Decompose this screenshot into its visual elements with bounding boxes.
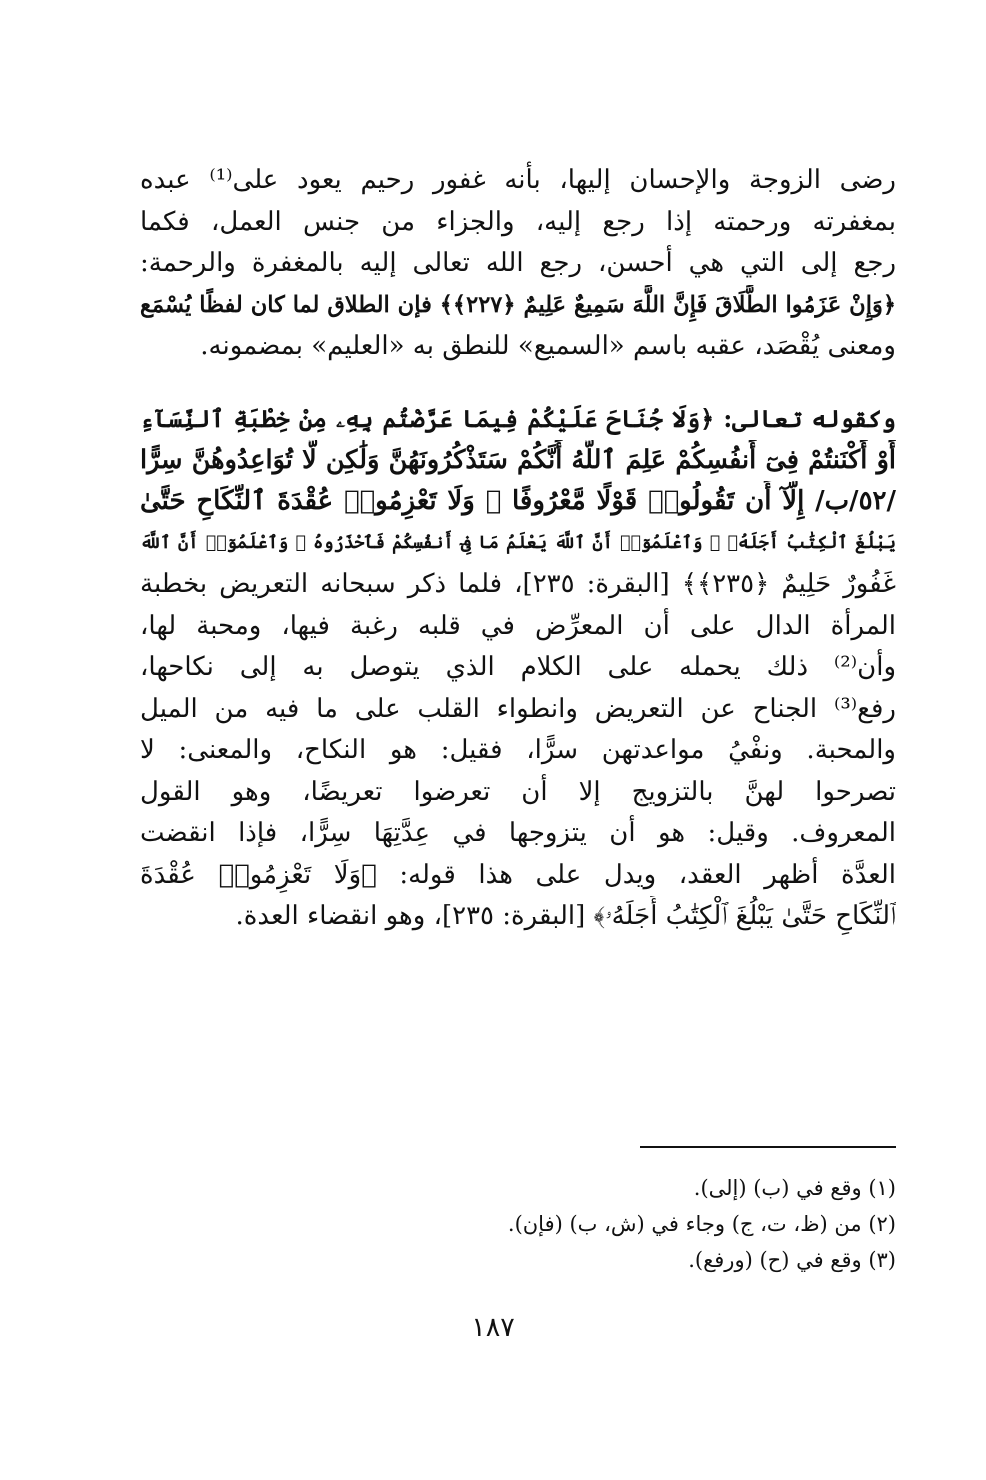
text-line: العدَّة أظهر العقد، ويدل على هذا قوله: ﴿وَلَا تَعْزِمُوا۟ عُقْدَةَ	[140, 859, 896, 890]
footnotes	[140, 1170, 896, 1278]
quran-verse-line: وكقوله تعالى: ﴿وَلَا جُنَاحَ عَلَيْكُمْ فِيمَا عَرَّضْتُم بِهِۦ مِنْ خِطْبَةِ ٱلنِّسَآءِ	[140, 404, 896, 433]
text-line: رجع إلى التي هي أحسن، رجع الله تعالى إليه بالمغفرة والرحمة:	[140, 248, 896, 278]
text-line: ٱلنِّكَاحِ حَتَّىٰ يَبْلُغَ ٱلْكِتَٰبُ أَجَلَهُۥ﴾ [البقرة: ٢٣٥]، وهو انقضاء العدة.	[235, 901, 896, 931]
page-number: ١٨٧	[471, 1312, 515, 1343]
quran-verse-line: ﴿وَإِنْ عَزَمُوا الطَّلَاقَ فَإِنَّ اللَّهَ سَمِيعٌ عَلِيمٌ ﴿٢٢٧﴾﴾ فإن الطلاق لما كان لفظًا يُسْمَع	[140, 291, 896, 318]
footnote-separator	[640, 1146, 896, 1148]
text-line: ومعنى يُقْصَد، عقبه باسم «السميع» للنطق به «العليم» بمضمونه.	[200, 331, 896, 361]
quran-verse-line: أَوْ أَكْنَنتُمْ فِىٓ أَنفُسِكُمْ عَلِمَ ٱللَّهُ أَنَّكُمْ سَتَذْكُرُونَهُنَّ وَلَٰكِن لَّا تُوَاعِدُوهُنَّ سِرًّا	[140, 444, 896, 475]
footnote-1: (١) وقع في (ب) (إلى).	[693, 1176, 896, 1200]
paragraph-2	[140, 398, 896, 938]
text-line: بمغفرته ورحمته إذا رجع إليه، والجزاء من جنس العمل، فكما	[140, 206, 896, 237]
footnote-3: (٣) وقع في (ح) (ورفع).	[688, 1248, 896, 1272]
text-line: المعروف. وقيل: هو أن يتزوجها في عِدَّتِهَا سِرًّا، فإذا انقضت	[140, 818, 896, 848]
paragraph-1	[140, 160, 896, 368]
text-line: المرأة الدال على أن المعرِّض في قلبه رغبة فيها، ومحبة لها،	[140, 610, 896, 641]
quran-verse-line: يَبْلُغَ ٱلْكِتَٰبُ أَجَلَهُۥ ۚ وَٱعْلَمُوٓا۟ أَنَّ ٱللَّهَ يَعْلَمُ مَا فِىٓ أَنفُسِكُمْ فَٱحْذَرُوهُ ۚ وَٱعْلَمُوٓا۟ أَنَّ ٱللَّهَ	[140, 532, 896, 553]
text-line: وأن⁽²⁾ ذلك يحمله على الكلام الذي يتوصل به إلى نكاحها،	[140, 652, 896, 682]
text-line: رفع⁽³⁾ الجناح عن التعريض وانطواء القلب على ما فيه من الميل	[140, 693, 896, 724]
text-line: رضى الزوجة والإحسان إليها، بأنه غفور رحيم يعود على⁽¹⁾ عبده	[140, 165, 896, 195]
text-line: تصرحوا لهنَّ بالتزويج إلا أن تعرضوا تعريضًا، وهو القول	[140, 776, 896, 807]
text-line: والمحبة. ونفْيُ مواعدتهن سرًّا، فقيل: هو النكاح، والمعنى: لا	[140, 735, 896, 765]
text-line: غَفُورٌ حَلِيمٌ ﴿٢٣٥﴾﴾ [البقرة: ٢٣٥]، فلما ذكر سبحانه التعريض بخطبة	[140, 569, 896, 599]
quran-verse-line: /٥٢/ب/ إِلَّآ أَن تَقُولُوا۟ قَوْلًا مَّعْرُوفًا ۚ وَلَا تَعْزِمُوا۟ عُقْدَةَ ٱلنِّكَاحِ حَتَّىٰ	[140, 486, 896, 516]
footnote-2: (٢) من (ظ، ت، ج) وجاء في (ش، ب) (فإن).	[507, 1212, 896, 1236]
